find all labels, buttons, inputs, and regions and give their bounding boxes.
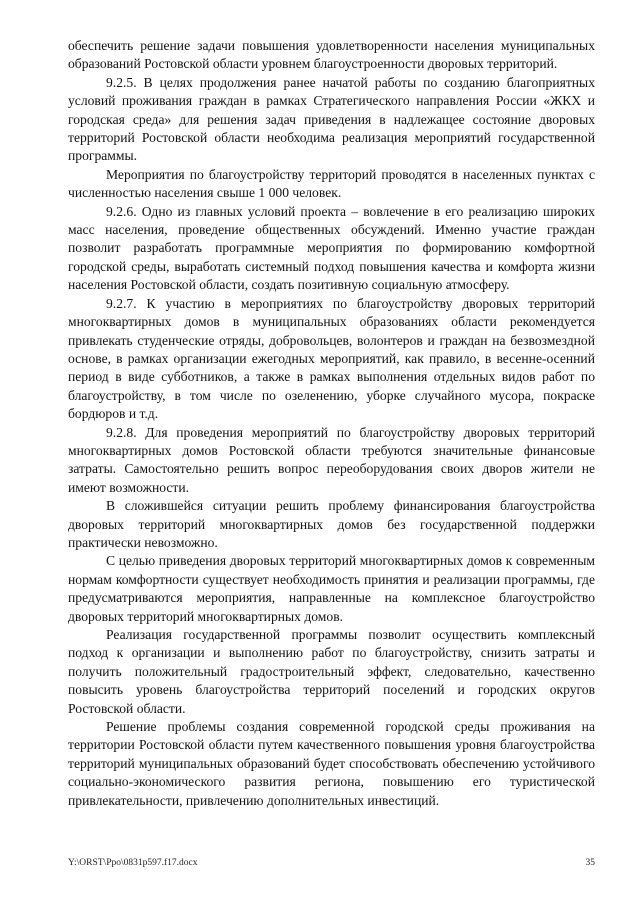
paragraph-continuation: обеспечить решение задачи повышения удовлетворенности населения муниципальных образований Ростовской области уровнем благоустроенности дворовых территорий. xyxy=(68,38,595,72)
paragraph-conclusion: Решение проблемы создания современной городской среды проживания на территории Ростовской области путем качественного повышения уровня благоустройства территорий муниципальных образований будет способствовать обеспечению устойчивого социально-экономического развития региона, повышению его туристической привлекательности, привлечению дополнительных инвестиций. xyxy=(68,719,595,808)
footer-page-number: 35 xyxy=(585,858,595,868)
paragraph-financing-problem: В сложившейся ситуации решить проблему финансирования благоустройства дворовых территорий многоквартирных домов без государственной поддержки практически невозможно. xyxy=(68,498,595,550)
paragraph-9-2-7: 9.2.7. К участию в мероприятиях по благоустройству дворовых территорий многоквартирных домов в муниципальных образованиях области рекомендуется привлекать студенческие отряды, добровольцев, волонтеров и граждан на безвозмездной основе, в рамках организации ежегодных мероприятий, как правило, в весенне-осенний период в виде субботников, а также в рамках выполнения отдельных видов работ по благоустройству, в том числе по озеленению, уборке случайного мусора, покраске бордюров и т.д. xyxy=(68,295,595,422)
paragraph-9-2-6: 9.2.6. Одно из главных условий проекта – вовлечение в его реализацию широких масс населения, проведение общественных обсуждений. Именно участие граждан позволит разработать программные мероприятия по формированию комфортной городской среды, выработать системный подход повышения качества и комфорта жизни населения Ростовской области, создать позитивную социальную атмосферу. xyxy=(68,203,595,293)
paragraph-9-2-5: 9.2.5. В целях продолжения ранее начатой работы по созданию благоприятных условий проживания граждан в рамках Стратегического направления России «ЖКХ и городская среда» для решения задач приведения в надлежащее состояние дворовых территорий Ростовской области необходима реализация мероприятий государственной программы. xyxy=(68,74,595,164)
paragraph-population-threshold: Мероприятия по благоустройству территорий проводятся в населенных пунктах с численностью населения свыше 1 000 человек. xyxy=(68,166,595,201)
footer-file-path: Y:\ORST\Ppo\0831p597.f17.docx xyxy=(68,858,198,868)
paragraph-program-effect: Реализация государственной программы позволит осуществить комплексный подход к организации и выполнению работ по благоустройству, снизить затраты и получить положительный градостроительный эффект, следовательно, качественно повысить уровень благоустройства территорий поселений и городских округов Ростовской области. xyxy=(68,627,595,716)
paragraph-9-2-8: 9.2.8. Для проведения мероприятий по благоустройству дворовых территорий многоквартирных домов Ростовской области требуются значительные финансовые затраты. Самостоятельно решить вопрос переоборудования своих дворов жители не имеют возможности. xyxy=(68,424,595,495)
document-body xyxy=(68,37,595,810)
paragraph-program-need: С целью приведения дворовых территорий многоквартирных домов к современным нормам комфортности существует необходимость принятия и реализации программы, где предусматриваются мероприятия, направленные на комплексное благоустройство дворовых территорий многоквартирных домов. xyxy=(68,553,595,624)
